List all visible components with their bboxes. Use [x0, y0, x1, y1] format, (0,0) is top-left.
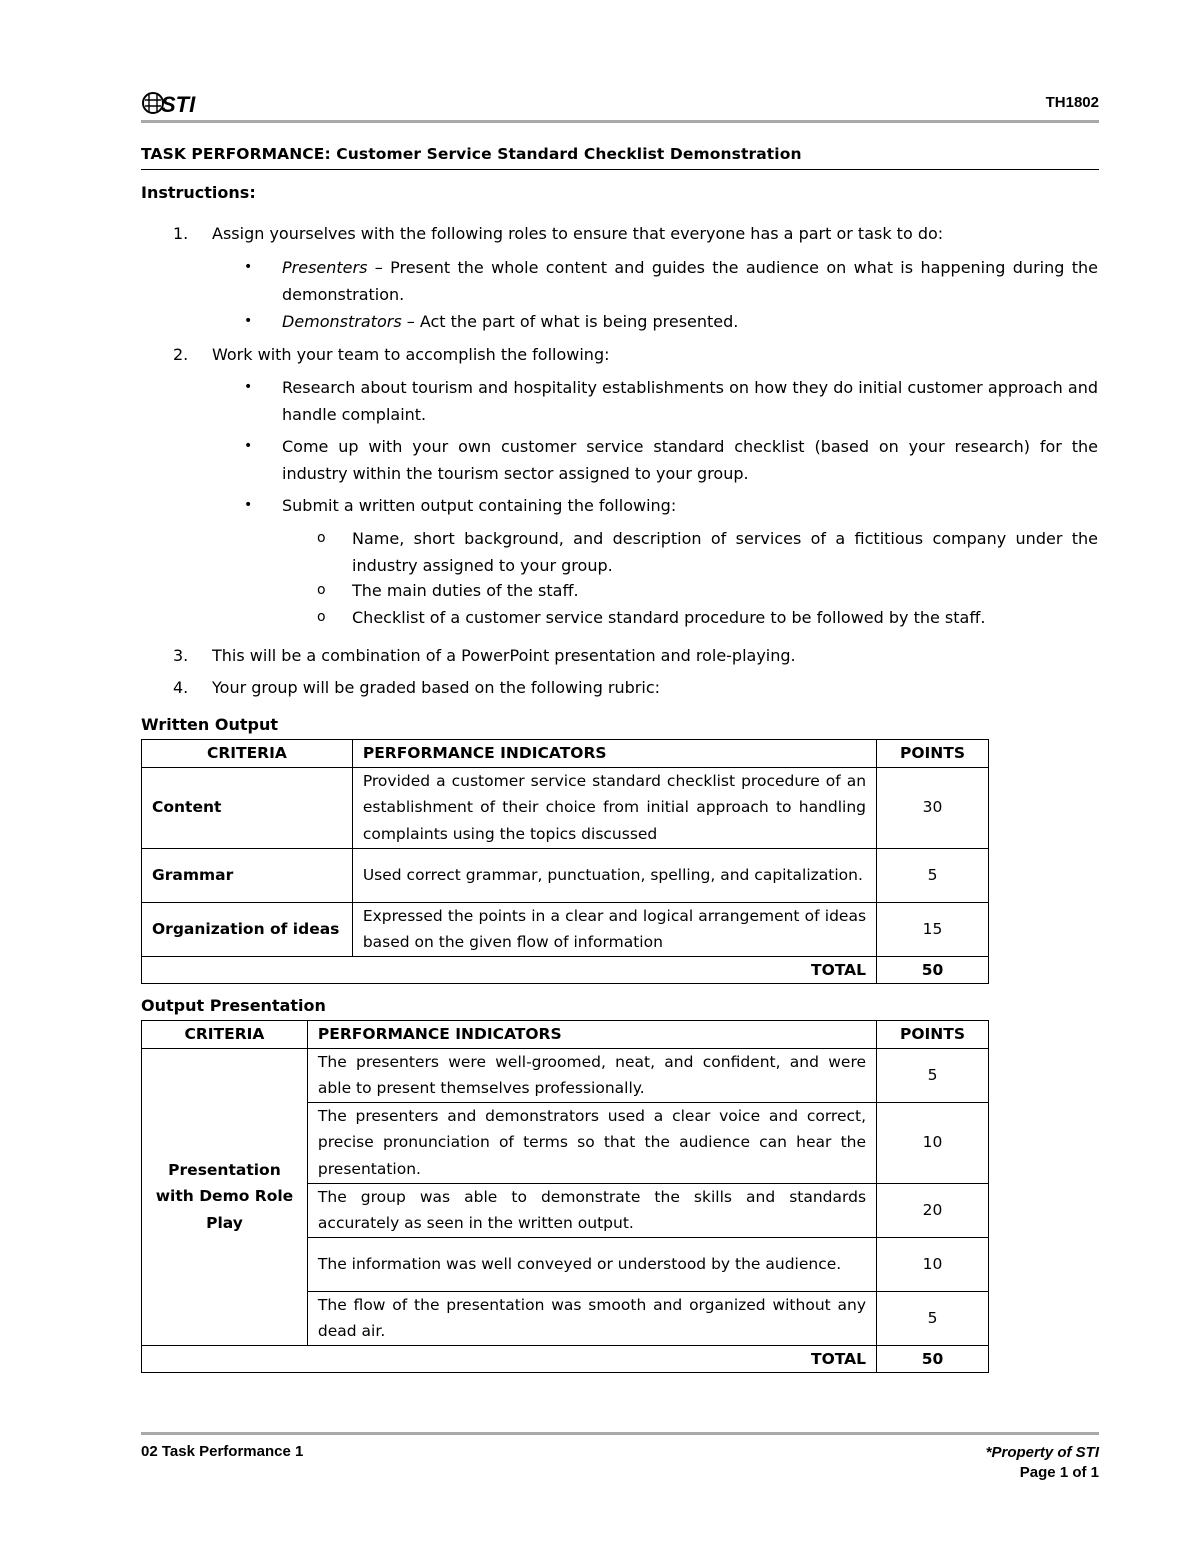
- bullet-icon: •: [244, 497, 253, 513]
- table-header-row: [142, 740, 989, 768]
- role-term: Presenters: [282, 258, 368, 277]
- total-value: 50: [877, 956, 989, 984]
- column-header: PERFORMANCE INDICATORS: [352, 740, 876, 768]
- item-text: Work with your team to accomplish the following:: [212, 345, 610, 364]
- sub-bullet-icon: o: [317, 582, 326, 598]
- indicator-cell: The flow of the presentation was smooth and organized without any dead air.: [307, 1291, 876, 1345]
- item-text: Your group will be graded based on the following rubric:: [212, 678, 661, 697]
- indicator-cell: The presenters were well-groomed, neat, and confident, and were able to present themselves professionally.: [307, 1048, 876, 1102]
- footer-page-number: Page 1 of 1: [1019, 1464, 1099, 1481]
- item-number: 4.: [173, 678, 189, 697]
- item-number: 2.: [173, 345, 189, 364]
- bullet-icon: •: [244, 379, 253, 395]
- column-header: CRITERIA: [142, 1021, 308, 1049]
- sub-bullet-text: Checklist of a customer service standard procedure to be followed by the staff.: [352, 608, 986, 627]
- output-presentation-label: Output Presentation: [141, 996, 326, 1015]
- table-row: [142, 767, 989, 848]
- output-presentation-table: [141, 1020, 989, 1373]
- criteria-cell: Grammar: [142, 848, 353, 902]
- role-term: Demonstrators: [282, 312, 402, 331]
- points-cell: 5: [877, 1048, 989, 1102]
- footer-right: [986, 1443, 1099, 1483]
- role-description: – Act the part of what is being presented.: [401, 312, 739, 331]
- total-label: TOTAL: [142, 1345, 877, 1373]
- column-header: CRITERIA: [142, 740, 353, 768]
- item-number: 1.: [173, 224, 189, 243]
- footer-document-name: 02 Task Performance 1: [141, 1443, 304, 1460]
- sub-bullet-text: Name, short background, and description of services of a fictitious company under the industry assigned to your group.: [352, 529, 1098, 575]
- header-divider: [141, 120, 1099, 123]
- role-description: – Present the whole content and guides the audience on what is happening during the demonstration.: [282, 258, 1098, 304]
- item-number: 3.: [173, 646, 189, 665]
- total-label: TOTAL: [142, 956, 877, 984]
- points-cell: 20: [877, 1183, 989, 1237]
- indicator-cell: The presenters and demonstrators used a clear voice and correct, precise pronunciation of terms so that the audience can hear the presentation.: [307, 1102, 876, 1183]
- table-row: [142, 848, 989, 902]
- item-text: Assign yourselves with the following roles to ensure that everyone has a part or task to do:: [212, 224, 944, 243]
- points-cell: 30: [877, 767, 989, 848]
- bullet-icon: •: [244, 313, 253, 329]
- table-header-row: [142, 1021, 989, 1049]
- instructions-label: Instructions:: [141, 183, 256, 202]
- total-row: [142, 1345, 989, 1373]
- sub-bullet-icon: o: [317, 530, 326, 546]
- title-divider: [141, 169, 1099, 170]
- bullet-icon: •: [244, 438, 253, 454]
- footer-divider: [141, 1432, 1099, 1435]
- logo-text: STI: [161, 92, 196, 117]
- indicator-cell: The group was able to demonstrate the skills and standards accurately as seen in the written output.: [307, 1183, 876, 1237]
- bullet-text: Submit a written output containing the following:: [282, 496, 677, 515]
- bullet-icon: •: [244, 259, 253, 275]
- points-cell: 5: [877, 1291, 989, 1345]
- points-cell: 10: [877, 1102, 989, 1183]
- indicator-cell: The information was well conveyed or understood by the audience.: [307, 1237, 876, 1291]
- written-output-label: Written Output: [141, 715, 278, 734]
- bullet-text: Research about tourism and hospitality establishments on how they do initial customer approach and handle complaint.: [282, 378, 1098, 424]
- indicator-cell: Provided a customer service standard checklist procedure of an establishment of their choice from initial approach to handling complaints using the topics discussed: [352, 767, 876, 848]
- criteria-cell: Presentation with Demo Role Play: [142, 1048, 308, 1345]
- indicator-cell: Used correct grammar, punctuation, spelling, and capitalization.: [352, 848, 876, 902]
- total-value: 50: [877, 1345, 989, 1373]
- column-header: POINTS: [877, 1021, 989, 1049]
- criteria-cell: Content: [142, 767, 353, 848]
- total-row: [142, 956, 989, 984]
- points-cell: 15: [877, 902, 989, 956]
- sub-bullet-icon: o: [317, 609, 326, 625]
- column-header: PERFORMANCE INDICATORS: [307, 1021, 876, 1049]
- item-text: This will be a combination of a PowerPoint presentation and role-playing.: [212, 646, 796, 665]
- page-title: TASK PERFORMANCE: Customer Service Standard Checklist Demonstration: [141, 145, 802, 163]
- column-header: POINTS: [877, 740, 989, 768]
- indicator-cell: Expressed the points in a clear and logical arrangement of ideas based on the given flow of information: [352, 902, 876, 956]
- page-header: [141, 84, 1099, 124]
- points-cell: 10: [877, 1237, 989, 1291]
- table-row: [142, 1048, 989, 1102]
- criteria-cell: Organization of ideas: [142, 902, 353, 956]
- sti-logo: [141, 88, 201, 118]
- bullet-text: Come up with your own customer service standard checklist (based on your research) for the industry within the tourism sector assigned to your group.: [282, 437, 1098, 483]
- points-cell: 5: [877, 848, 989, 902]
- document-code: TH1802: [1045, 94, 1099, 111]
- footer-property: *Property of STI: [985, 1444, 1099, 1461]
- sub-bullet-text: The main duties of the staff.: [352, 581, 579, 600]
- written-output-table: [141, 739, 989, 984]
- table-row: [142, 902, 989, 956]
